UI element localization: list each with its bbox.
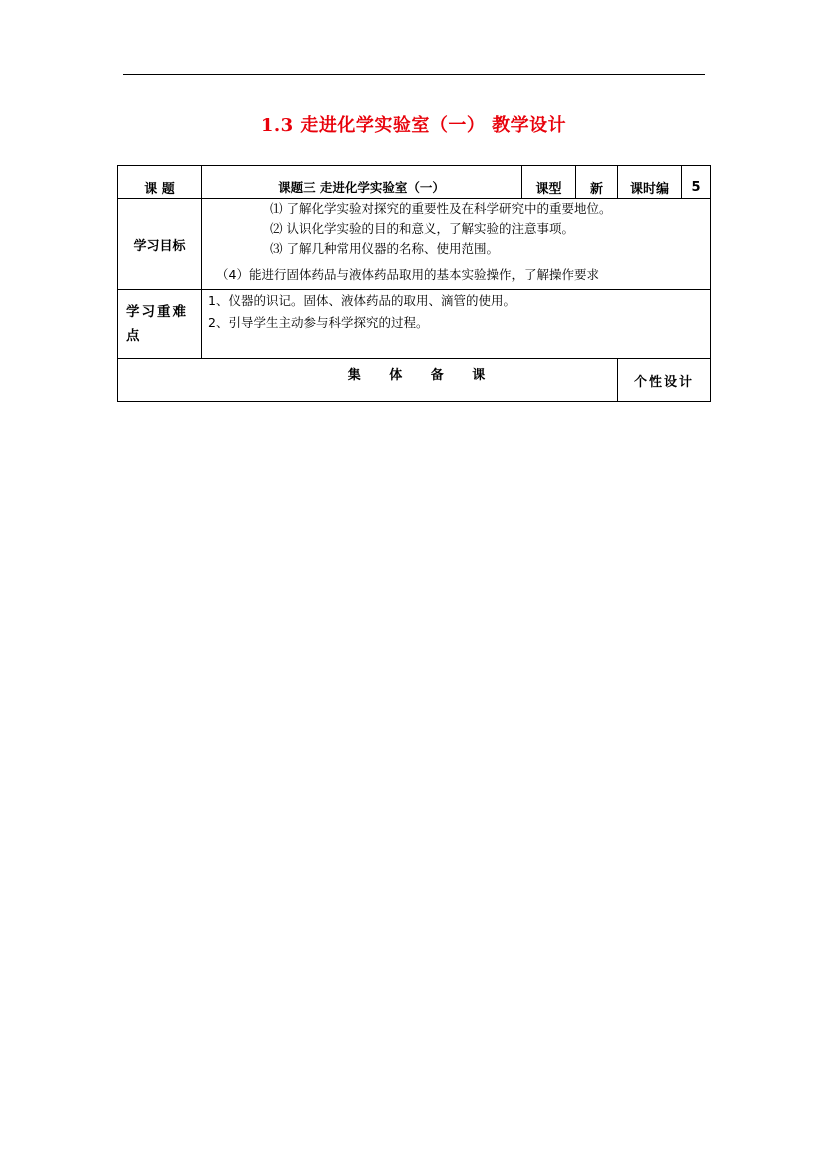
topic-label: 课 题 [118, 166, 202, 199]
table-row-topic [118, 166, 711, 199]
goal-item: ⑴ 了解化学实验对探究的重要性及在科学研究中的重要地位。 [270, 201, 612, 216]
lesson-type-label: 课型 [522, 166, 576, 199]
period-label: 课时编 [618, 166, 682, 199]
goal-item: ⑵ 认识化学实验的目的和意义，了解实验的注意事项。 [270, 221, 574, 236]
key-point-item: 2、引导学生主动参与科学探究的过程。 [208, 315, 429, 330]
table-row-preparation [118, 359, 711, 402]
key-point-item: 1、仪器的识记。固体、液体药品的取用、滴管的使用。 [208, 293, 516, 308]
period-value: 5 [682, 166, 711, 199]
key-points-label: 学习重难点 [118, 290, 202, 359]
lesson-type-value: 新 [576, 166, 618, 199]
individual-design-label: 个性设计 [618, 359, 711, 402]
document-title: 1.3 走进化学实验室（一） 教学设计 [260, 115, 567, 136]
key-points-cell [202, 290, 711, 359]
goal-item: ⑶ 了解几种常用仪器的名称、使用范围。 [270, 241, 499, 256]
table-row-goals [118, 199, 711, 290]
header-rule [123, 74, 705, 75]
goals-label: 学习目标 [118, 199, 202, 290]
table-row-key-points [118, 290, 711, 359]
lesson-plan-table [117, 165, 711, 402]
goals-cell [202, 199, 711, 290]
goal-item: （4）能进行固体药品与液体药品取用的基本实验操作，了解操作要求 [216, 267, 599, 282]
topic-value: 课题三 走进化学实验室（一） [202, 166, 522, 199]
collective-prep-label: 集 体 备 课 [118, 359, 618, 402]
